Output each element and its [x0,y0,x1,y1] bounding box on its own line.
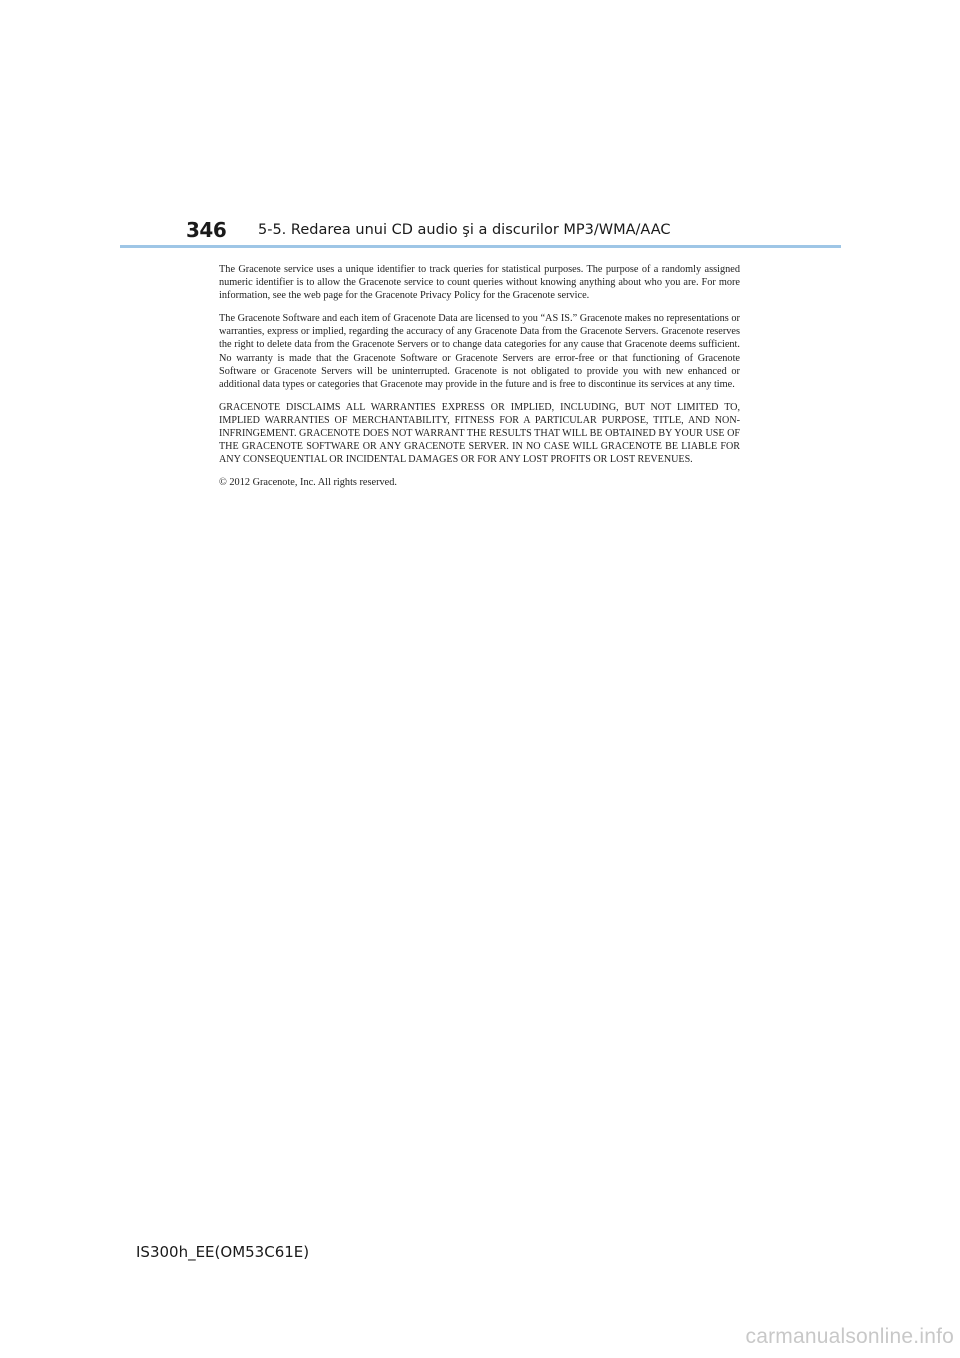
copyright-line: © 2012 Gracenote, Inc. All rights reserved. [219,477,397,489]
section-title: 5-5. Redarea unui CD audio şi a discurilor MP3/WMA/AAC [258,222,671,238]
page-number: 346 [186,218,227,242]
body-text [219,263,740,499]
paragraph-disclaimer: GRACENOTE DISCLAIMS ALL WARRANTIES EXPRESS OR IMPLIED, INCLUDING, BUT NOT LIMITED TO, IMPLIED WARRANTIES OF MERCHANTABILITY, FITNESS FOR A PARTICULAR PURPOSE, TITLE, AND NON-INFRINGEMENT. GRACENOTE DOES NOT WARRANT THE RESULTS THAT WILL BE OBTAINED BY YOUR USE OF THE GRACENOTE SOFTWARE OR ANY GRACENOTE SERVER. IN NO CASE WILL GRACENOTE BE LIABLE FOR ANY CONSEQUENTIAL OR INCIDENTAL DAMAGES OR FOR ANY LOST PROFITS OR LOST REVENUES. [219,401,740,466]
page-header [186,218,846,248]
paragraph-privacy: The Gracenote service uses a unique identifier to track queries for statistical purposes. The purpose of a randomly assigned numeric identifier is to allow the Gracenote service to count queries without knowing anything about who you are. For more information, see the web page for the Gracenote Privacy Policy for the Gracenote service. [219,264,740,302]
paragraph-as-is: The Gracenote Software and each item of Gracenote Data are licensed to you “AS IS.” Gracenote makes no representations or warranties, express or implied, regarding the accuracy of any Gracenote Data from the Gracenote Servers. Gracenote reserves the right to delete data from the Gracenote Servers or to change data categories for any cause that Gracenote deems sufficient. No warranty is made that the Gracenote Software or Gracenote Servers are error-free or that functioning of Gracenote Software or Gracenote Servers will be uninterrupted. Gracenote is not obligated to provide you with new enhanced or additional data types or categories that Gracenote may provide in the future and is free to discontinue its services at any time. [219,313,740,390]
footer-model-code: IS300h_EE(OM53C61E) [136,1243,310,1261]
header-divider [120,245,841,248]
watermark-text: carmanualsonline.info [745,1325,954,1348]
